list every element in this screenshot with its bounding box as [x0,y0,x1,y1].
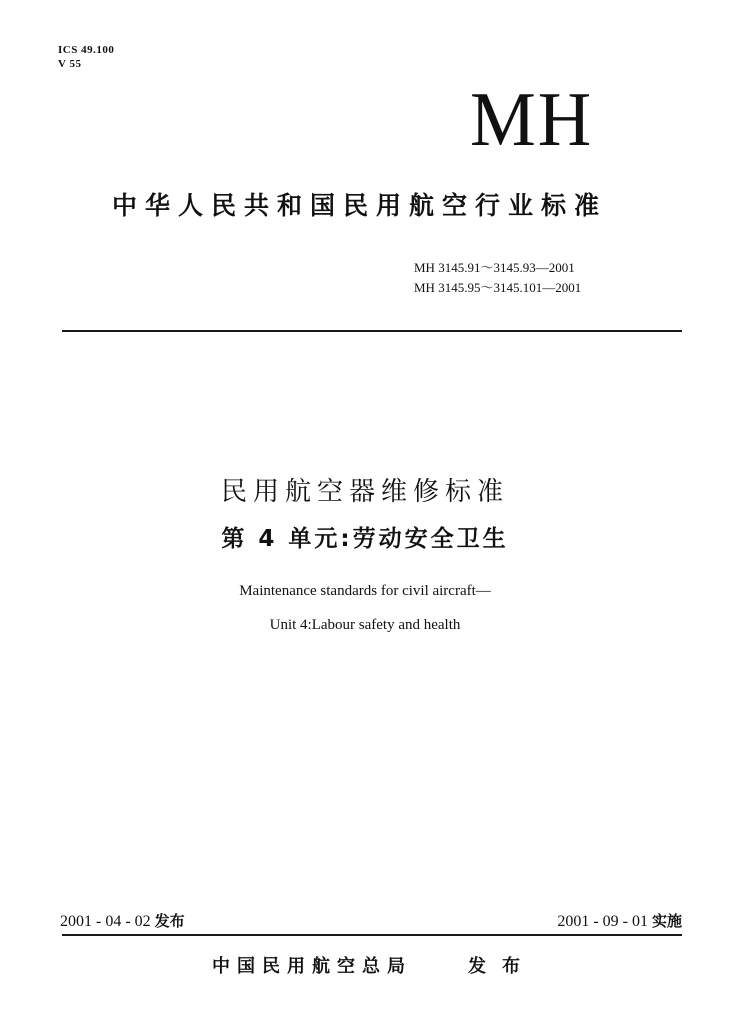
implementation-label: 实施 [651,912,682,930]
implementation-date-line [557,910,682,933]
header-divider [62,330,682,332]
standard-number: MH 3145.95～3145.101—2001 [414,280,582,295]
document-title-en: Maintenance standards for civil aircraft— [239,583,491,599]
issue-date: 2001 - 04 - 02 [60,913,151,930]
publisher-action: 发布 [468,956,536,977]
standard-category-title: 中华人民共和国民用航空行业标准 [112,191,608,220]
publisher-name: 中国民用航空总局 [212,956,412,977]
ccs-code: V 55 [58,58,82,70]
issue-label: 发布 [154,912,185,930]
standard-number: MH 3145.91～3145.93—2001 [414,260,575,275]
standard-numbers [414,258,581,298]
ics-code: ICS 49.100 [58,44,115,56]
document-title-cn: 民用航空器维修标准 [220,477,509,507]
issue-date-line [60,910,185,933]
document-subtitle-cn: 第 4 单元:劳动安全卫生 [221,526,509,552]
footer-divider [62,934,682,936]
implementation-date: 2001 - 09 - 01 [557,913,648,930]
document-subtitle-en: Unit 4:Labour safety and health [269,617,461,633]
classification-codes [58,43,114,71]
mh-logo: MH [470,76,594,164]
